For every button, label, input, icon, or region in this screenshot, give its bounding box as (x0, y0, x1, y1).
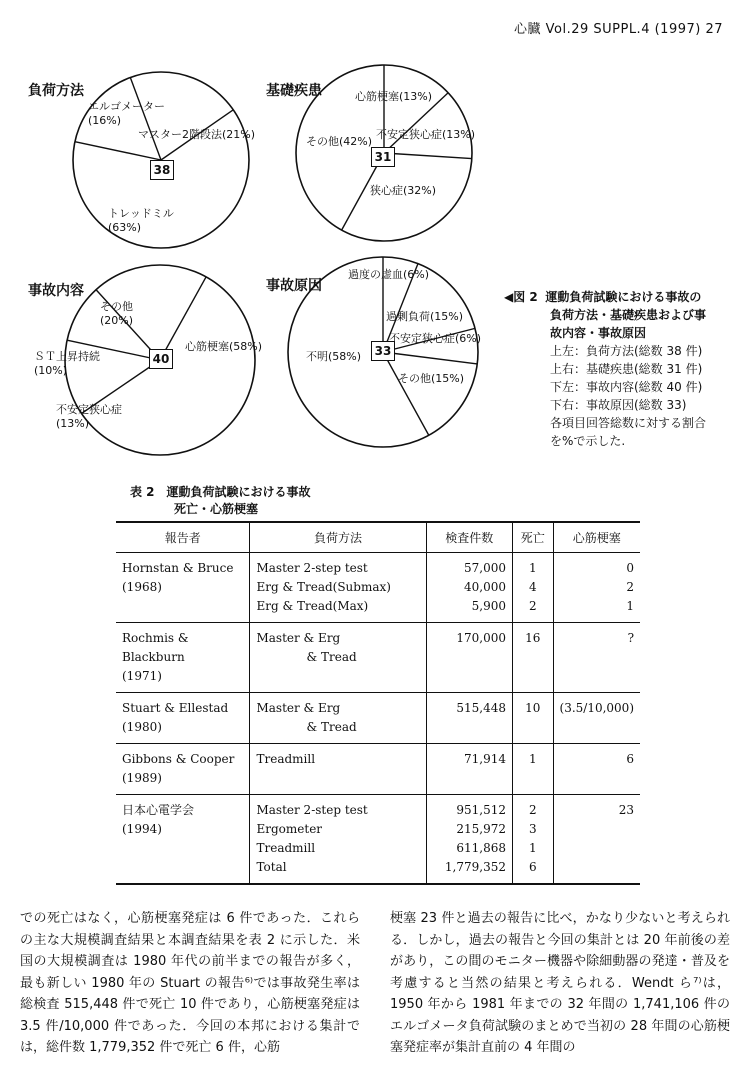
pie-slice-label (355, 90, 432, 104)
col-count: 検査件数 (426, 522, 512, 553)
slice-percent: (63%) (108, 221, 142, 234)
cell-death-line: 10 (525, 701, 541, 715)
slice-percent: (6%) (403, 268, 430, 281)
table-header-row (116, 522, 640, 553)
pie-slice-label (306, 350, 361, 364)
slice-name: 不安定狭心症 (389, 332, 455, 345)
cell-reporter (116, 623, 250, 693)
slice-name: 不安定狭心症 (376, 128, 442, 141)
cell-method-line: Erg & Tread(Submax) (256, 580, 391, 594)
col-death: 死亡 (513, 522, 554, 553)
cell-count (426, 553, 512, 623)
cell-death-line: 3 (528, 822, 537, 836)
cell-count-line: 611,868 (456, 841, 506, 855)
col-reporter: 報告者 (116, 522, 250, 553)
slice-percent: (15%) (430, 310, 464, 323)
cell-method-line: Master & Erg (256, 631, 341, 645)
slice-percent: (21%) (222, 128, 256, 141)
pie-slice-boundary (383, 352, 477, 364)
slice-name: 心筋梗塞 (355, 90, 399, 103)
cell-death (513, 744, 554, 795)
cell-count (426, 623, 512, 693)
slice-percent: (13%) (399, 90, 433, 103)
cell-method (250, 693, 426, 744)
cell-mi (553, 623, 640, 693)
cell-reporter-line: Rochmis & (122, 631, 189, 645)
cell-reporter-line: 日本心電学会 (122, 803, 195, 817)
pie-slice-label (138, 128, 255, 142)
cell-reporter (116, 744, 250, 795)
cell-method-line: Master & Erg (256, 701, 341, 715)
slice-percent: (15%) (431, 372, 465, 385)
cell-reporter-line: Hornstan & Bruce (122, 561, 234, 575)
pie-title: 負荷方法 (28, 83, 84, 99)
table-row (116, 693, 640, 744)
cell-death-line: 16 (525, 631, 541, 645)
pie-total-box: 38 (150, 160, 174, 180)
caption-line: 上左：負荷方法(総数 38 件) (550, 344, 703, 358)
cell-method-line: Erg & Tread(Max) (256, 599, 369, 613)
caption-title-2: 負荷方法・基礎疾患および事 (550, 308, 707, 322)
slice-name: その他 (398, 372, 431, 385)
slice-name: 心筋梗塞 (185, 340, 229, 353)
table-title-line-1: 表 2 運動負荷試験における事故 (130, 485, 311, 499)
pie-slice-label (376, 128, 475, 142)
cell-method-line: Treadmill (256, 841, 316, 855)
pie-slice-label (108, 207, 174, 235)
table-row (116, 744, 640, 795)
cell-reporter (116, 795, 250, 885)
slice-percent: (32%) (403, 184, 437, 197)
cell-death-line: 1 (528, 752, 537, 766)
cell-method (250, 795, 426, 885)
cell-method-line: Treadmill (256, 752, 316, 766)
pie-slice-label (370, 184, 436, 198)
cell-method-line: & Tread (306, 650, 357, 664)
cell-death (513, 623, 554, 693)
cell-reporter-line: Stuart & Ellestad (122, 701, 229, 715)
pie-slice-label (348, 268, 429, 282)
cell-mi-line: 6 (626, 752, 634, 766)
pie-slice-label (56, 403, 122, 431)
table-row (116, 795, 640, 885)
pie-slice-boundary (383, 352, 429, 435)
table-title (130, 484, 311, 518)
cell-method (250, 744, 426, 795)
cell-death-line: 4 (528, 580, 537, 594)
cell-death (513, 795, 554, 885)
pie-slice-label (34, 350, 100, 378)
slice-percent: (58%) (229, 340, 263, 353)
cell-mi-line: 2 (626, 580, 634, 594)
slice-name: 過剰負荷 (386, 310, 430, 323)
pie-title: 基礎疾患 (266, 83, 322, 99)
slice-percent: (42%) (339, 135, 373, 148)
cell-method-line: & Tread (306, 720, 357, 734)
figure-number: ◀図 2 (504, 290, 538, 304)
cell-reporter-line: (1994) (122, 822, 162, 836)
caption-line: 下右：事故原因(総数 33) (550, 398, 687, 412)
pie-total-box: 31 (371, 147, 395, 167)
pie-title: 事故内容 (28, 283, 84, 299)
slice-name: マスター2階段法 (138, 128, 222, 141)
cell-mi-line: 23 (618, 803, 634, 817)
pie-slice-label (88, 100, 165, 128)
table-row (116, 553, 640, 623)
cell-mi-line: ? (627, 631, 634, 645)
cell-reporter-line: Gibbons & Cooper (122, 752, 235, 766)
cell-count-line: 40,000 (464, 580, 506, 594)
caption-line: 上右：基礎疾患(総数 31 件) (550, 362, 703, 376)
cell-count-line: 215,972 (456, 822, 506, 836)
slice-percent: (10%) (34, 364, 68, 377)
cell-mi (553, 795, 640, 885)
body-text-right: 梗塞 23 件と過去の報告に比べ，かなり少ないと考えられる．しかし，過去の報告と今回の集計とは 20 年前後の差があり，この間のモニター機器や除細動器の発達・普及を考慮すると当然の結果と考えられる．Wendt ら⁷⁾は，1950 年から 1981 年までの 32 年間の 1,741,106 件のエルゴメータ負荷試験のまとめで当初の 28 年間の心筋梗塞発症率が集計直前の 4 年間の (390, 911, 730, 1055)
cell-reporter-line: (1989) (122, 771, 162, 785)
cell-method-line: Master 2-step test (256, 561, 368, 575)
figure-caption (504, 288, 706, 450)
table-row (116, 623, 640, 693)
cell-count-line: 71,914 (464, 752, 506, 766)
slice-percent: (13%) (56, 417, 90, 430)
cell-reporter-line: (1968) (122, 580, 162, 594)
slice-name: その他 (306, 135, 339, 148)
table-title-line-2: 死亡・心筋梗塞 (174, 502, 259, 516)
cell-reporter-line: (1971) (122, 669, 162, 683)
cell-method (250, 623, 426, 693)
cell-method-line: Master 2-step test (256, 803, 368, 817)
slice-name: 不明 (306, 350, 328, 363)
cell-count (426, 795, 512, 885)
cell-mi (553, 744, 640, 795)
slice-percent: (6%) (455, 332, 482, 345)
slice-percent: (20%) (100, 314, 134, 327)
cell-count-line: 951,512 (456, 803, 506, 817)
cell-count-line: 515,448 (456, 701, 506, 715)
slice-percent: (13%) (442, 128, 476, 141)
slice-percent: (58%) (328, 350, 362, 363)
cell-reporter (116, 693, 250, 744)
cell-method-line: Ergometer (256, 822, 323, 836)
cell-method-line: Total (256, 860, 287, 874)
cell-mi (553, 553, 640, 623)
col-method: 負荷方法 (250, 522, 426, 553)
pie-slice-label (398, 372, 464, 386)
cell-death (513, 553, 554, 623)
slice-name: エルゴメーター (88, 100, 165, 113)
pie-slice-label (100, 300, 133, 328)
pie-total-box: 40 (149, 349, 173, 369)
pie-slice-boundary (384, 153, 472, 159)
cell-count (426, 693, 512, 744)
pie-slice-label (185, 340, 262, 354)
cell-death-line: 1 (528, 841, 537, 855)
cell-mi-line: (3.5/10,000) (559, 701, 634, 715)
slice-name: その他 (100, 300, 133, 313)
cell-reporter (116, 553, 250, 623)
cell-death-line: 2 (528, 599, 537, 613)
cell-death-line: 2 (528, 803, 537, 817)
slice-name: 狭心症 (370, 184, 403, 197)
cell-death-line: 1 (528, 561, 537, 575)
cell-death-line: 6 (528, 860, 537, 874)
pie-slice-boundary (75, 142, 161, 160)
caption-line: を%で示した. (550, 434, 626, 448)
caption-title-3: 故内容・事故原因 (550, 326, 647, 340)
slice-name: 過度の虚血 (348, 268, 403, 281)
pie-slice-label (306, 135, 372, 149)
pie-slice-label (386, 310, 463, 324)
cell-mi-line: 1 (626, 599, 634, 613)
slice-name: トレッドミル (108, 207, 174, 220)
col-mi: 心筋梗塞 (553, 522, 640, 553)
caption-title-1: 運動負荷試験における事故の (545, 290, 702, 304)
cell-count-line: 1,779,352 (444, 860, 506, 874)
accident-table (116, 521, 640, 885)
running-header: 心臓 Vol.29 SUPPL.4 (1997) 27 (513, 22, 723, 37)
cell-reporter-line: Blackburn (122, 650, 185, 664)
cell-reporter-line: (1980) (122, 720, 162, 734)
cell-mi-line: 0 (626, 561, 634, 575)
cell-count-line: 5,900 (471, 599, 506, 613)
slice-name: ＳＴ上昇持続 (34, 350, 100, 363)
cell-count (426, 744, 512, 795)
body-text-left: での死亡はなく，心筋梗塞発症は 6 件であった．これらの主な大規模調査結果と本調査結果を表 2 に示した．米国の大規模調査は 1980 年代の前半までの報告が多く，最も新しい 1980 年の Stuart の報告⁶⁾では事故発生率は総検査 515,448 件で死亡 10 件であり，心筋梗塞発症は 3.5 件/10,000 件であった．今回の本邦における集計では，総件数 1,779,352 件で死亡 6 件，心筋 (20, 911, 360, 1055)
pie-total-box: 33 (371, 341, 395, 361)
cell-death (513, 693, 554, 744)
cell-count-line: 170,000 (456, 631, 506, 645)
pie-title: 事故原因 (266, 278, 322, 294)
slice-percent: (16%) (88, 114, 122, 127)
cell-count-line: 57,000 (464, 561, 506, 575)
pie-slice-label (389, 332, 481, 346)
slice-name: 不安定狭心症 (56, 403, 122, 416)
cell-method (250, 553, 426, 623)
cell-mi (553, 693, 640, 744)
caption-line: 各項目回答総数に対する割合 (550, 416, 707, 430)
caption-line: 下左：事故内容(総数 40 件) (550, 380, 703, 394)
